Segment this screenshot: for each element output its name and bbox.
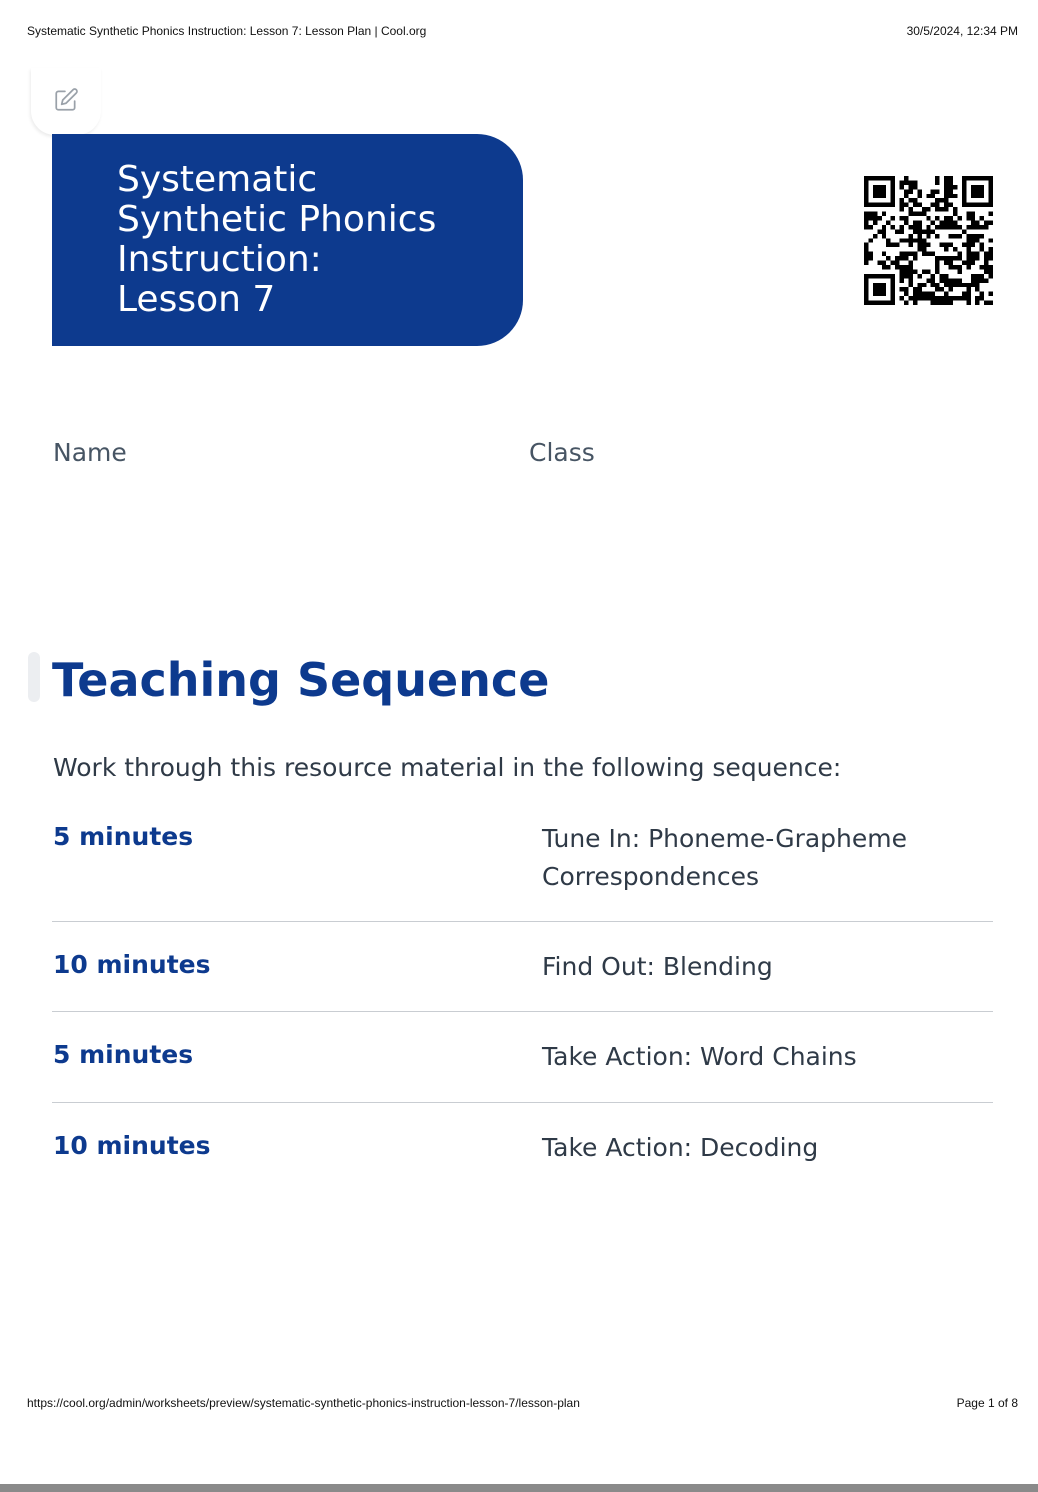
qr-code [864,176,993,305]
section-accent-bar [28,652,40,702]
print-page-title: Systematic Synthetic Phonics Instruction: Lesson 7: Lesson Plan | Cool.org [27,24,427,38]
print-datetime: 30/5/2024, 12:34 PM [906,24,1018,38]
sequence-time: 5 minutes [53,822,194,851]
teaching-sequence-table [52,820,993,1193]
section-heading: Teaching Sequence [52,653,550,707]
sequence-row [52,1103,993,1193]
print-footer [27,1396,1018,1414]
lesson-title: Systematic Synthetic Phonics Instruction: Lesson 7 [117,159,437,320]
print-header [27,24,1018,42]
sequence-time: 10 minutes [53,1131,211,1160]
sequence-row [52,1012,993,1103]
lesson-title-card [52,134,523,346]
sequence-activity: Find Out: Blending [542,952,773,981]
sequence-row [52,820,993,922]
name-label: Name [53,438,127,467]
section-intro: Work through this resource material in the following sequence: [53,753,842,782]
viewer-bottom-strip [0,1484,1038,1492]
sequence-time: 5 minutes [53,1040,194,1069]
pencil-square-icon [53,87,79,113]
sequence-row [52,922,993,1012]
sequence-activity: Take Action: Word Chains [542,1042,857,1071]
sequence-activity: Take Action: Decoding [542,1133,819,1162]
class-label: Class [529,438,595,467]
edit-button[interactable] [31,68,101,135]
sequence-activity: Tune In: Phoneme-Grapheme Correspondences [542,824,907,891]
sequence-time: 10 minutes [53,950,211,979]
print-url: https://cool.org/admin/worksheets/preview/systematic-synthetic-phonics-instruction-lesson-7/lesson-plan [27,1396,580,1410]
page-indicator: Page 1 of 8 [956,1396,1018,1410]
